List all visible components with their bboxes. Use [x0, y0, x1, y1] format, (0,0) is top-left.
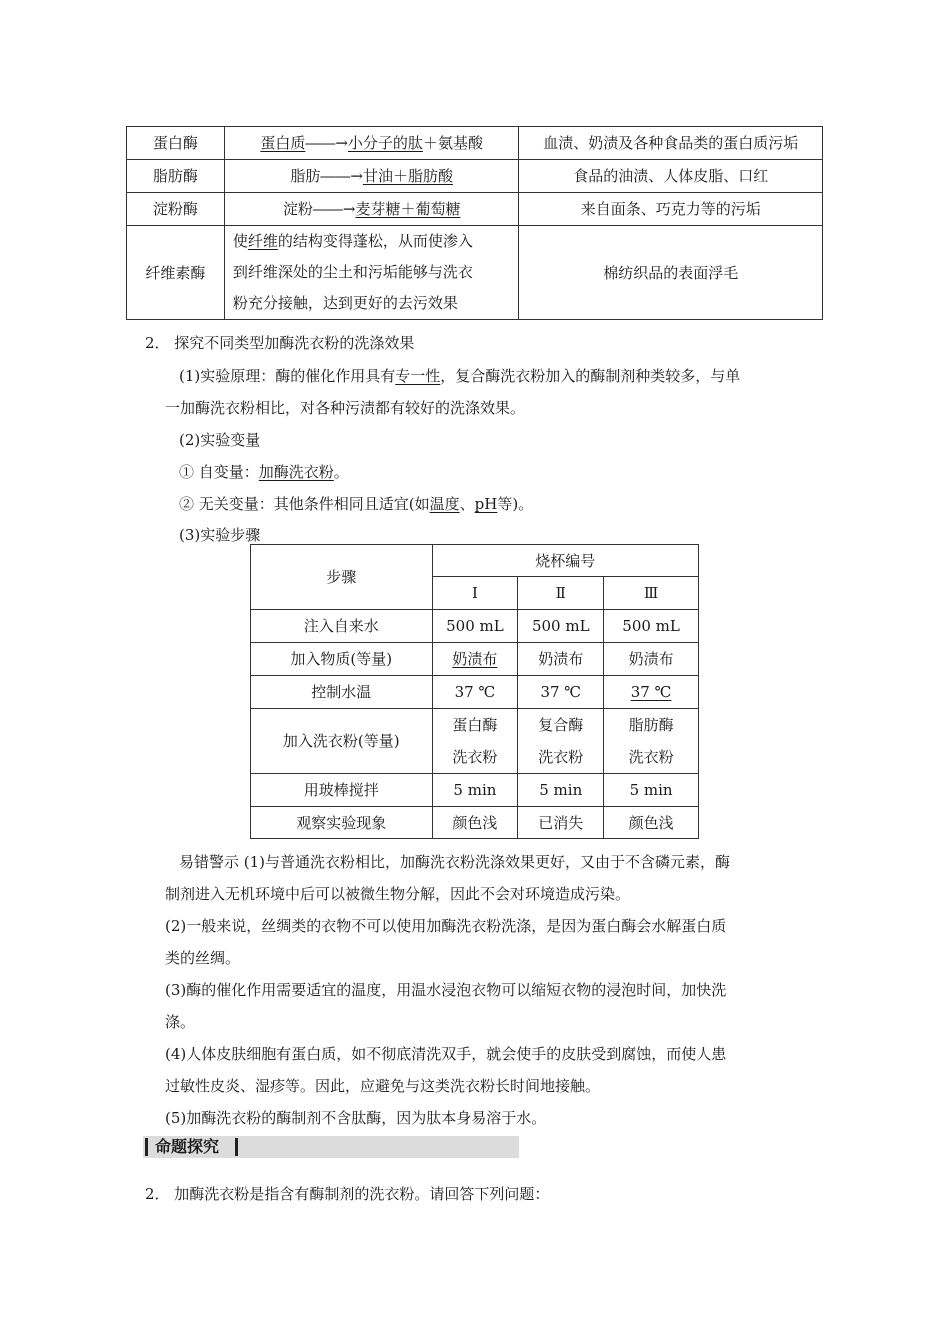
product: 小分子的肽	[347, 134, 423, 152]
warning-line: (5)加酶洗衣粉的酶制剂不含肽酶，因为肽本身易溶于水。	[165, 1109, 547, 1127]
reaction-line: 到纤维深处的尘土和污垢能够与洗衣	[232, 263, 473, 281]
enzyme-name: 脂肪酶	[127, 160, 225, 193]
stain-type: 血渍、奶渍及各种食品类的蛋白质污垢	[519, 127, 823, 160]
warning-line: 制剂进入无机环境中后可以被微生物分解，因此不会对环境造成污染。	[165, 885, 631, 903]
enzyme-name: 纤维素酶	[127, 226, 225, 320]
col-header: Ⅰ	[432, 577, 518, 610]
independent-variable: ① 自变量：加酶洗衣粉。	[179, 463, 349, 481]
table-row: 加入洗衣粉(等量) 蛋白酶 洗衣粉 复合酶 洗衣粉 脂肪酶 洗衣粉	[251, 709, 699, 774]
warning-line: 过敏性皮炎、湿疹等。因此，应避免与这类洗衣粉长时间地接触。	[165, 1077, 601, 1095]
arrow: ――→	[320, 167, 363, 185]
reactant: 脂肪	[290, 167, 321, 185]
stain-type: 食品的油渍、人体皮脂、口红	[519, 160, 823, 193]
table-row	[127, 193, 823, 226]
enzyme-name: 蛋白酶	[127, 127, 225, 160]
table-row: 控制水温 37 ℃ 37 ℃ 37 ℃	[251, 676, 699, 709]
section-title: 命题探究	[155, 1137, 220, 1156]
section-bar-right	[235, 1138, 238, 1156]
reaction	[224, 127, 519, 160]
table-row: 注入自来水 500 mL 500 mL 500 mL	[251, 610, 699, 643]
warning-line: 类的丝绸。	[165, 949, 241, 967]
principle-line-2: 一加酶洗衣粉相比，对各种污渍都有较好的洗涤效果。	[165, 399, 526, 417]
col-header: Ⅱ	[518, 577, 604, 610]
product-extra: ＋氨基酸	[422, 134, 483, 152]
steps-table	[250, 544, 699, 839]
reaction	[224, 193, 519, 226]
warning-line: 易错警示 (1)与普通洗衣粉相比，加酶洗衣粉洗涤效果更好，又由于不含磷元素，酶	[179, 853, 731, 871]
stain-type: 棉纺织品的表面浮毛	[519, 226, 823, 320]
warning-line: 涤。	[165, 1013, 196, 1031]
stain-type: 来自面条、巧克力等的污垢	[519, 193, 823, 226]
header-step: 步骤	[251, 545, 433, 610]
warning-line: (2)一般来说，丝绸类的衣物不可以使用加酶洗衣粉洗涤，是因为蛋白酶会水解蛋白质	[165, 917, 727, 935]
question: 2． 加酶洗衣粉是指含有酶制剂的洗衣粉。请回答下列问题：	[145, 1185, 550, 1203]
product: 甘油＋脂肪酸	[362, 167, 453, 185]
arrow: ――→	[312, 200, 356, 218]
reaction	[224, 226, 519, 320]
reaction-line: 粉充分接触，达到更好的去污效果	[232, 294, 458, 312]
table-row	[127, 160, 823, 193]
table-row: 用玻棒搅拌 5 min 5 min 5 min	[251, 774, 699, 807]
section-title-bar	[143, 1136, 519, 1158]
variables-heading: (2)实验变量	[179, 431, 261, 449]
table-row	[127, 226, 823, 320]
reactant: 蛋白质	[260, 134, 306, 152]
enzyme-table	[126, 126, 823, 320]
table-row: 观察实验现象 颜色浅 已消失 颜色浅	[251, 807, 699, 839]
col-header: Ⅲ	[604, 577, 699, 610]
section-heading: 2． 探究不同类型加酶洗衣粉的洗涤效果	[145, 334, 415, 352]
warning-line: (3)酶的催化作用需要适宜的温度，用温水浸泡衣物可以缩短衣物的浸泡时间，加快洗	[165, 981, 727, 999]
header-beaker: 烧杯编号	[432, 545, 698, 577]
table-row	[127, 127, 823, 160]
reaction-line: 使纤维的结构变得蓬松，从而使渗入	[232, 232, 473, 250]
reaction	[224, 160, 519, 193]
steps-heading: (3)实验步骤	[179, 526, 261, 544]
product: 麦芽糖＋葡萄糖	[355, 200, 461, 218]
enzyme-name: 淀粉酶	[127, 193, 225, 226]
reactant: 淀粉	[282, 200, 313, 218]
irrelevant-variable: ② 无关变量：其他条件相同且适宜(如温度、pH等)。	[179, 495, 534, 513]
arrow: ――→	[305, 134, 348, 152]
warning-line: (4)人体皮肤细胞有蛋白质，如不彻底清洗双手，就会使手的皮肤受到腐蚀，而使人患	[165, 1045, 727, 1063]
section-bar-left	[145, 1138, 148, 1156]
table-row: 加入物质(等量) 奶渍布 奶渍布 奶渍布	[251, 643, 699, 676]
principle-line-1: (1)实验原理：酶的催化作用具有专一性，复合酶洗衣粉加入的酶制剂种类较多，与单	[179, 367, 741, 385]
